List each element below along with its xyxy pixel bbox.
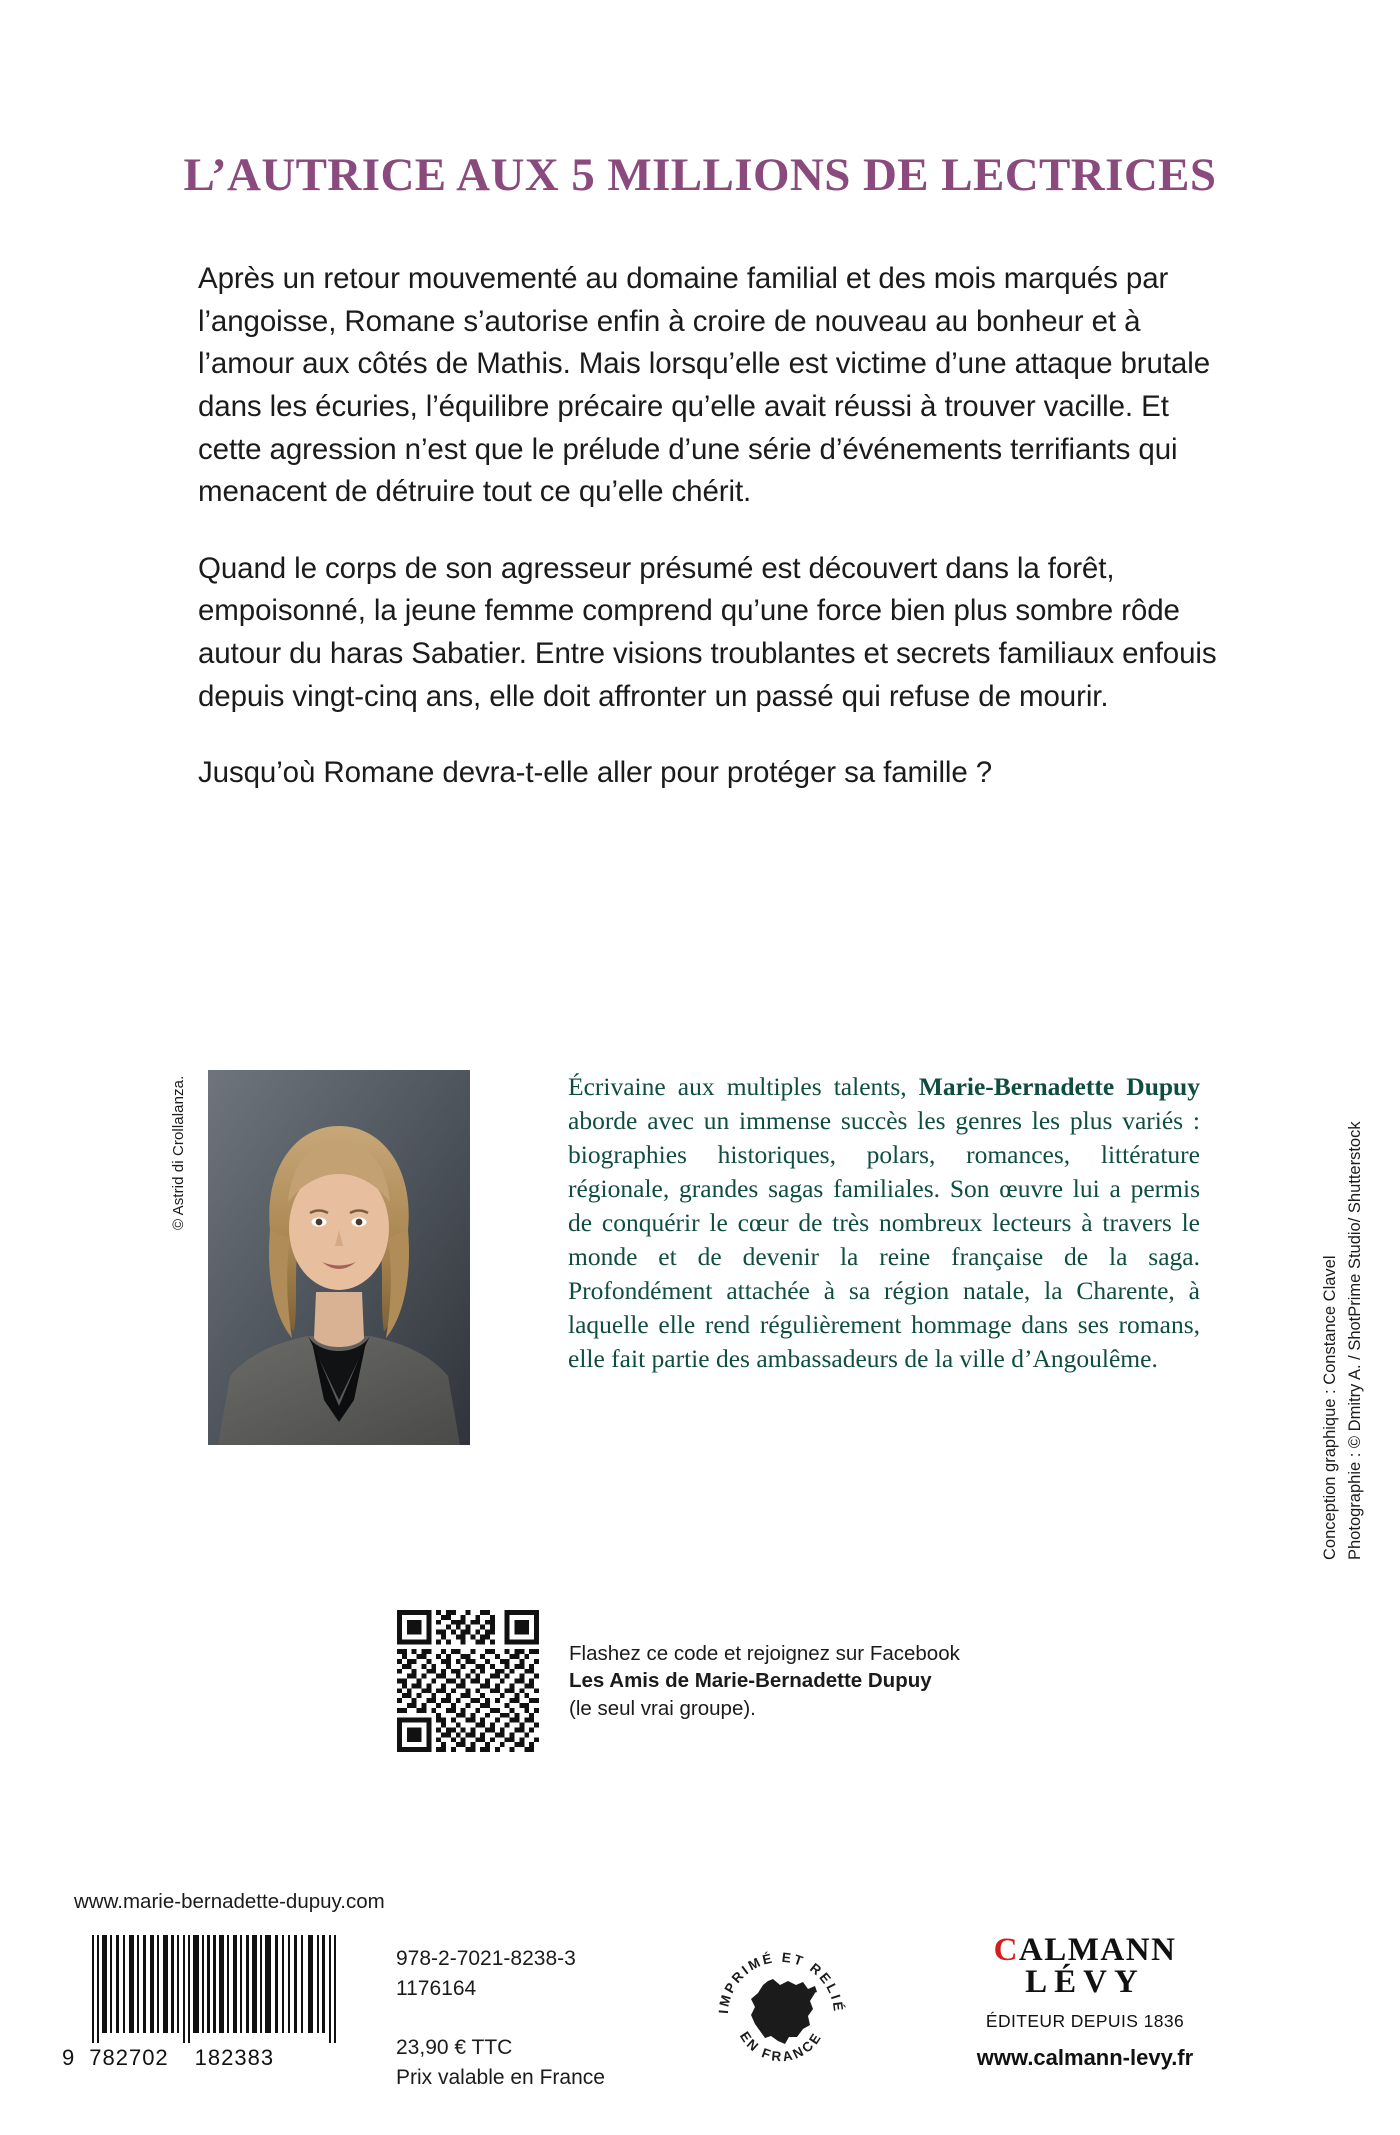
blurb-section [198,258,1218,795]
bio-lead: Écrivaine aux multiples talents, [568,1072,919,1101]
stamp-bottom-text: EN FRANCE [736,2028,826,2065]
qr-caption-line-3: (le seul vrai groupe). [569,1696,756,1720]
publisher-initial: C [993,1932,1019,1968]
page-title: L’AUTRICE AUX 5 MILLIONS DE LECTRICES [183,149,1217,201]
qr-caption [569,1640,960,1722]
barcode-lead-digit: 9 [62,2045,76,2070]
facebook-qr-section [397,1610,960,1752]
stamp-top-text: IMPRIMÉ ET RELIÉ [715,1949,847,2015]
blurb-paragraph-3: Jusqu’où Romane devra-t-elle aller pour protéger sa famille ? [198,756,993,790]
barcode-group-1: 782702 [89,2045,169,2070]
isbn-section [396,1944,576,2004]
author-name: Marie-Bernadette Dupuy [918,1072,1200,1101]
bio-rest: aborde avec un immense succès les genres les plus variés : biographies historiques, polars, romances, littérature régionale, grandes sagas familiales. Son œuvre lui a permis de conquérir le cœur de très nombreux lecteurs à travers le monde et de devenir la reine française de la saga. Profondément attachée à sa région natale, la Charente, à laquelle elle rend régulièrement hommage dans ses romans, elle fait partie des ambassadeurs de la ville d’Angoulême. [568,1106,1200,1374]
qr-caption-line-2: Les Amis de Marie-Bernadette Dupuy [569,1669,932,1693]
publisher-logo [955,1932,1215,2071]
barcode-group-2: 182383 [194,2045,275,2070]
author-portrait-icon [208,1070,470,1445]
isbn-number: 978-2-7021-8238-3 [396,1947,576,1970]
qr-code-icon[interactable] [397,1610,539,1752]
publisher-wordmark [955,1932,1215,2000]
qr-caption-line-1: Flashez ce code et rejoignez sur Facebook [569,1642,960,1666]
blurb-paragraph-2: Quand le corps de son agresseur présumé est découvert dans la forêt, empoisonné, la jeune femme comprend qu’une force bien plus sombre rôde autour du haras Sabatier. Entre visions troublantes et secrets familiaux enfouis depuis vingt-cinq ans, elle doit affronter un passé qui refuse de mourir. [198,551,1217,713]
publisher-since: ÉDITEUR DEPUIS 1836 [985,2011,1185,2032]
blurb-paragraph-1: Après un retour mouvementé au domaine familial et des mois marqués par l’angoisse, Romane s’autorise enfin à croire de nouveau au bonheur et à l’amour aux côtés de Mathis. Mais lorsqu’elle est victime d’une attaque brutale dans les écuries, l’équilibre précaire qu’elle avait réussi à trouver vacille. Et cette agression n’est que le prélude d’une série d’événements terrifiants qui menacent de détruire tout ce qu’elle chérit. [198,262,1210,509]
reference-number: 1176164 [396,1976,477,2000]
barcode-section [62,1935,348,2070]
author-bio [568,1070,1200,1376]
publisher-name-line-1 [955,1932,1215,1968]
barcode-icon [88,1935,348,2043]
price-note: Prix valable en France [396,2065,605,2089]
credit-photography: Photographie : © Dmitry A. / ShotPrime Studio/ Shutterstock [1345,1121,1364,1560]
france-map-icon [711,1937,851,2077]
publisher-name-line-2: LÉVY [1025,1963,1145,2000]
barcode-digits [62,2045,274,2071]
avatar [208,1070,470,1445]
author-website[interactable]: www.marie-bernadette-dupuy.com [74,1890,385,1913]
photo-credit: © Astrid di Crollalanza. [170,1075,187,1230]
price-value: 23,90 € TTC [396,2036,513,2059]
credit-design: Conception graphique : Constance Clavel [1321,1255,1339,1560]
publisher-name-rest: ALMANN [1018,1932,1177,1968]
price-section [396,2033,605,2093]
side-credits [1318,1000,1368,1560]
publisher-url[interactable]: www.calmann-levy.fr [976,2045,1194,2071]
